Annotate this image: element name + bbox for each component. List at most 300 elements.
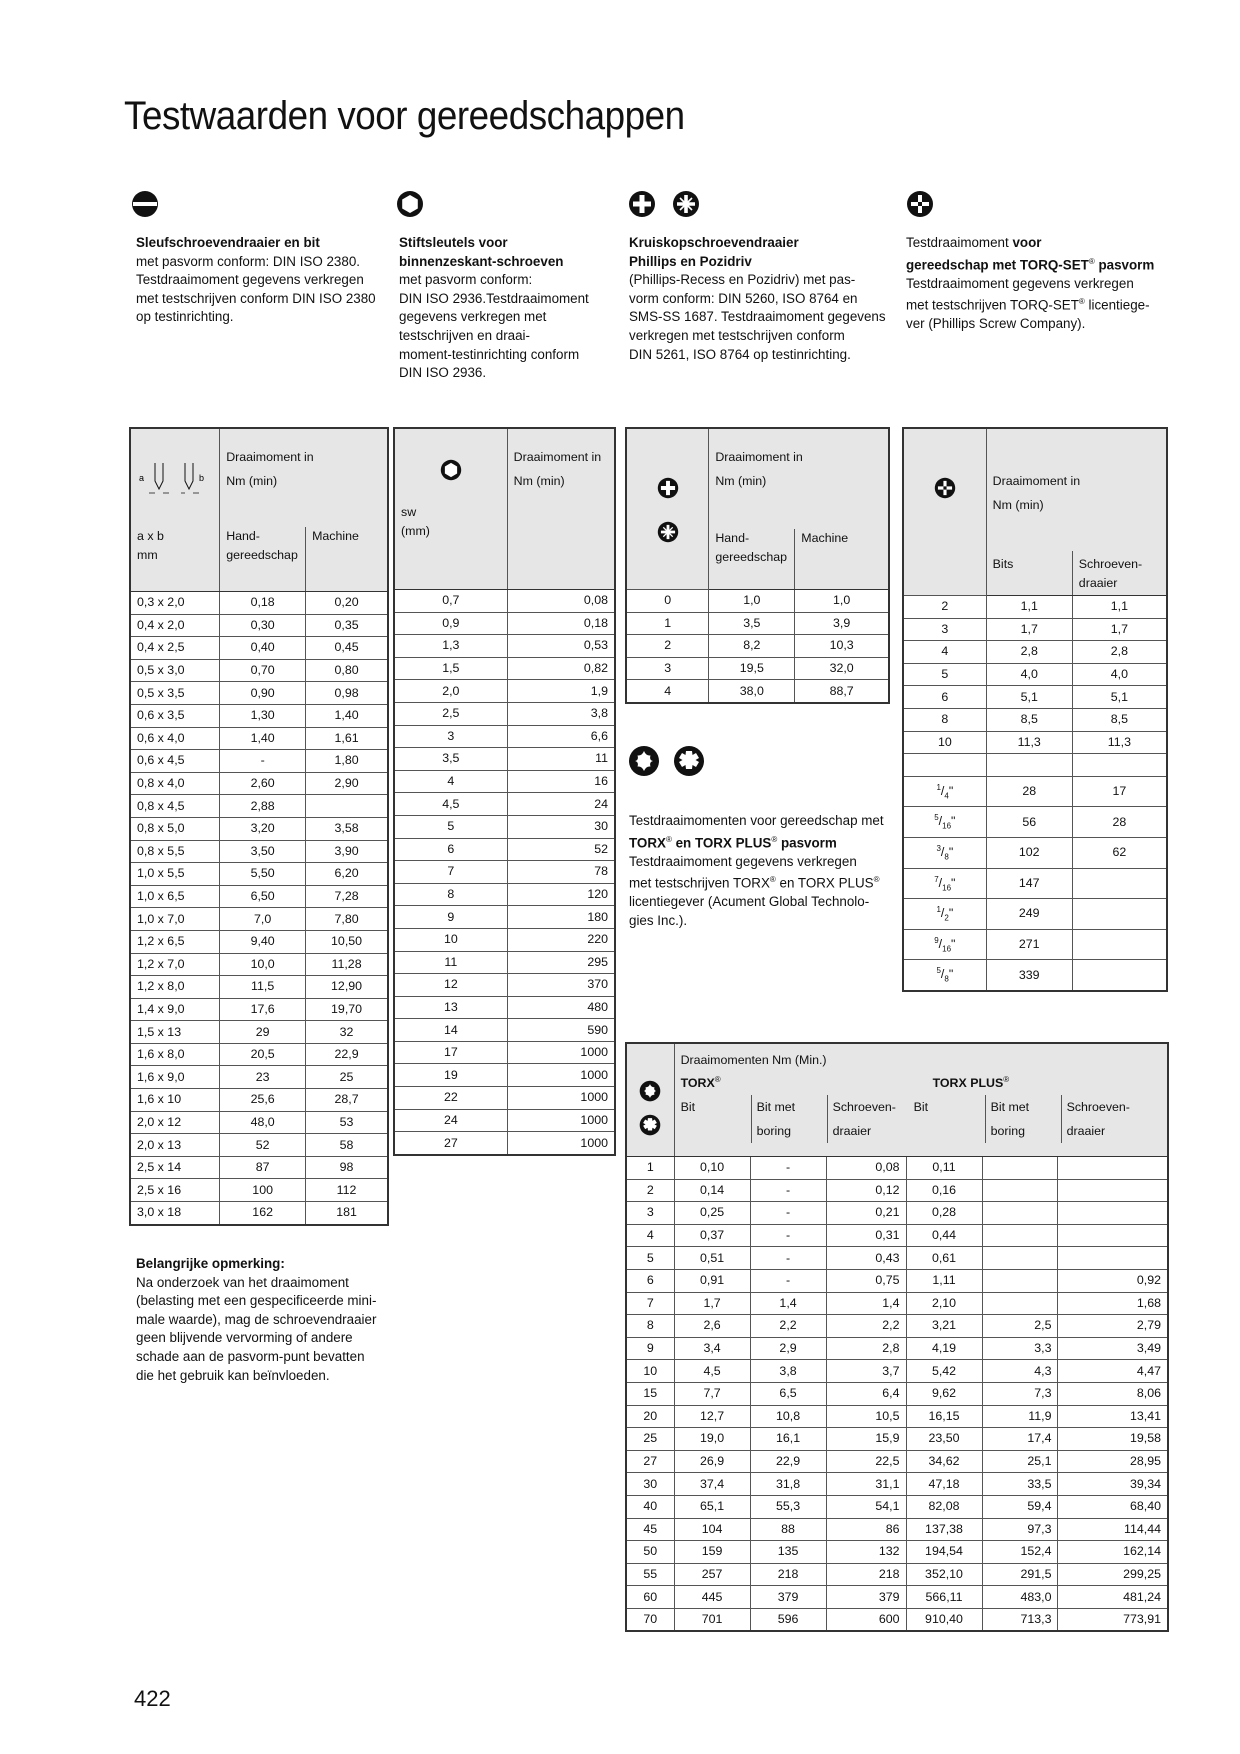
sw-cell: 4 <box>394 770 507 793</box>
table-row <box>394 1087 615 1110</box>
table-row <box>130 592 388 615</box>
intro-line: DIN 5261, ISO 8764 op testinrichting. <box>629 346 851 362</box>
torx-bit-boring-cell: - <box>750 1202 826 1225</box>
size-cell: 0 <box>626 590 709 613</box>
torxplus-bit-boring-cell: 33,5 <box>982 1473 1058 1496</box>
hand-cell: 29 <box>220 1021 306 1044</box>
intro-line: vorm conform: DIN 5260, ISO 8764 en <box>629 290 858 306</box>
header-torque: Draaimoment in <box>226 450 314 464</box>
intro-line: testschrijven en draai- <box>399 327 530 343</box>
table-row <box>626 1473 1168 1496</box>
size-cell: 10 <box>903 731 986 754</box>
size-cell: 70 <box>626 1608 674 1631</box>
hand-cell: 17,6 <box>220 998 306 1021</box>
torx-screwdriver-cell: 0,08 <box>826 1157 906 1180</box>
size-cell: 5 <box>903 663 986 686</box>
table-row <box>626 1518 1168 1541</box>
intro-bold: voor <box>1012 235 1042 250</box>
torxplus-bit-cell: 34,62 <box>906 1450 982 1473</box>
intro-line: met testschrijven conform DIN ISO 2380 <box>136 290 376 306</box>
torxplus-bit-boring-cell <box>982 1157 1058 1180</box>
intro-bold: pasvorm <box>777 835 837 851</box>
torque-cell: 1,9 <box>507 680 615 703</box>
table-row <box>130 908 388 931</box>
hand-cell: 3,5 <box>709 612 795 635</box>
header-torx-plus: TORX PLUS <box>932 1076 1004 1091</box>
table-row <box>903 868 1167 899</box>
torx-bit-cell: 0,51 <box>674 1247 750 1270</box>
size-cell: 6 <box>626 1269 674 1292</box>
table-row <box>626 1292 1168 1315</box>
table-row <box>626 1382 1168 1405</box>
torx-bit-cell: 159 <box>674 1541 750 1564</box>
sw-cell: 4,5 <box>394 793 507 816</box>
torx-screwdriver-cell: 3,7 <box>826 1360 906 1383</box>
header-mm: (mm) <box>401 524 430 538</box>
table-row <box>903 754 1167 777</box>
sw-cell: 10 <box>394 928 507 951</box>
torqset-header-icon <box>903 428 986 596</box>
torxplus-bit-cell: 47,18 <box>906 1473 982 1496</box>
torxplus-bit-cell: 3,21 <box>906 1315 982 1338</box>
torx-bit-cell: 2,6 <box>674 1315 750 1338</box>
screwdriver-cell: 4,0 <box>1072 663 1167 686</box>
torx-bit-boring-cell: 3,8 <box>750 1360 826 1383</box>
table-row <box>903 837 1167 868</box>
torx-bit-boring-cell: 10,8 <box>750 1405 826 1428</box>
torx-bit-boring-cell: 596 <box>750 1608 826 1631</box>
table-row <box>394 928 615 951</box>
machine-cell: 3,90 <box>306 840 388 863</box>
torxplus-screwdriver-cell <box>1058 1202 1168 1225</box>
sw-cell: 6 <box>394 838 507 861</box>
intro-line: Testdraaimomenten voor gereedschap met <box>629 813 884 828</box>
screwdriver-cell: 2,8 <box>1072 641 1167 664</box>
sw-cell: 1,5 <box>394 657 507 680</box>
intro-bold: gereedschap met TORQ-SET <box>906 257 1089 273</box>
table-row <box>394 996 615 1019</box>
size-cell: 1,0 x 7,0 <box>130 908 220 931</box>
torx-bit-cell: 0,10 <box>674 1157 750 1180</box>
screwdriver-cell: 8,5 <box>1072 708 1167 731</box>
bits-cell: 147 <box>986 868 1072 899</box>
sw-cell: 14 <box>394 1019 507 1042</box>
torque-cell: 52 <box>507 838 615 861</box>
bits-cell: 1,7 <box>986 618 1072 641</box>
torque-cell: 180 <box>507 906 615 929</box>
table-row <box>130 795 388 818</box>
torxplus-bit-boring-cell: 291,5 <box>982 1563 1058 1586</box>
size-cell: 3 <box>626 1202 674 1225</box>
torxplus-bit-cell: 2,10 <box>906 1292 982 1315</box>
sw-cell: 0,7 <box>394 590 507 613</box>
torxplus-bit-cell: 0,61 <box>906 1247 982 1270</box>
table-row <box>394 657 615 680</box>
torx-screwdriver-cell: 15,9 <box>826 1428 906 1451</box>
torxplus-screwdriver-cell <box>1058 1224 1168 1247</box>
torxplus-bit-cell: 0,28 <box>906 1202 982 1225</box>
intro-line: Testdraaimoment gegevens verkregen <box>906 275 1134 291</box>
torx-bit-boring-cell: - <box>750 1247 826 1270</box>
hand-cell: 0,18 <box>220 592 306 615</box>
header-screwdriver: Schroeven- <box>1066 1100 1130 1115</box>
hand-cell: 38,0 <box>709 680 795 703</box>
torx-bit-boring-cell: 6,5 <box>750 1382 826 1405</box>
sw-cell: 0,9 <box>394 612 507 635</box>
torx-screwdriver-cell: 132 <box>826 1541 906 1564</box>
torxplus-screwdriver-cell: 28,95 <box>1058 1450 1168 1473</box>
table-row <box>626 1224 1168 1247</box>
size-cell: 0,6 x 4,0 <box>130 727 220 750</box>
size-cell: 0,5 x 3,5 <box>130 682 220 705</box>
table-row <box>394 748 615 771</box>
important-note <box>136 1255 406 1385</box>
size-cell: 4 <box>626 1224 674 1247</box>
header-hand: gereedschap <box>715 550 787 564</box>
torq-set-icon <box>906 190 934 223</box>
torx-bit-cell: 7,7 <box>674 1382 750 1405</box>
torxplus-bit-boring-cell: 17,4 <box>982 1428 1058 1451</box>
header-screwdriver: draaier <box>832 1124 872 1139</box>
torque-cell: 220 <box>507 928 615 951</box>
torxplus-screwdriver-cell: 162,14 <box>1058 1541 1168 1564</box>
size-cell: 8 <box>903 708 986 731</box>
bits-cell: 339 <box>986 960 1072 991</box>
note-line: schade aan de pasvorm-punt bevatten <box>136 1348 365 1364</box>
torque-cell: 1000 <box>507 1132 615 1155</box>
size-cell: 6 <box>903 686 986 709</box>
size-cell: 1,0 x 5,5 <box>130 863 220 886</box>
table-row <box>130 976 388 999</box>
table-row <box>394 770 615 793</box>
machine-cell: 0,20 <box>306 592 388 615</box>
intro-line: Testdraaimoment gegevens verkregen <box>136 272 364 288</box>
header-machine: Machine <box>801 531 849 545</box>
torx-bit-cell: 19,0 <box>674 1428 750 1451</box>
sw-cell: 24 <box>394 1109 507 1132</box>
torque-cell: 120 <box>507 883 615 906</box>
table-row <box>130 772 388 795</box>
table-row <box>130 953 388 976</box>
sw-cell: 27 <box>394 1132 507 1155</box>
size-cell: 2,0 x 13 <box>130 1134 220 1157</box>
size-cell: 8 <box>626 1315 674 1338</box>
torque-cell: 480 <box>507 996 615 1019</box>
torxplus-bit-cell: 5,42 <box>906 1360 982 1383</box>
table-row <box>903 929 1167 960</box>
bits-cell: 4,0 <box>986 663 1072 686</box>
torxplus-screwdriver-cell: 2,79 <box>1058 1315 1168 1338</box>
torx-screwdriver-cell: 600 <box>826 1608 906 1631</box>
sw-cell: 2,5 <box>394 702 507 725</box>
torxplus-bit-boring-cell: 4,3 <box>982 1360 1058 1383</box>
sw-cell: 11 <box>394 951 507 974</box>
note-line: die het gebruik kan beïnvloeden. <box>136 1367 330 1383</box>
torx-bit-boring-cell: 88 <box>750 1518 826 1541</box>
intro-torq <box>906 234 1186 334</box>
size-cell: 50 <box>626 1541 674 1564</box>
header-axb: a x b <box>137 529 164 543</box>
torxplus-bit-boring-cell: 25,1 <box>982 1450 1058 1473</box>
table-row <box>626 1405 1168 1428</box>
hand-cell: 8,2 <box>709 635 795 658</box>
hand-cell: - <box>220 750 306 773</box>
torx-header-torque <box>675 1044 1167 1070</box>
torxplus-bit-boring-cell <box>982 1247 1058 1270</box>
size-cell: 1,2 x 8,0 <box>130 976 220 999</box>
size-cell: 2,0 x 12 <box>130 1111 220 1134</box>
table-row <box>394 951 615 974</box>
hex-socket-icon <box>401 459 501 489</box>
size-cell: 40 <box>626 1495 674 1518</box>
machine-cell <box>306 795 388 818</box>
screwdriver-cell: 62 <box>1072 837 1167 868</box>
header-machine: Machine <box>312 529 359 543</box>
torque-cell: 1000 <box>507 1087 615 1110</box>
machine-cell: 0,80 <box>306 659 388 682</box>
header-hand: gereedschap <box>226 548 298 562</box>
bits-cell: 8,5 <box>986 708 1072 731</box>
table-row <box>394 815 615 838</box>
sw-cell: 3 <box>394 725 507 748</box>
intro-line: DIN ISO 2936. <box>399 365 487 381</box>
table-row <box>626 1247 1168 1270</box>
hand-cell: 0,30 <box>220 614 306 637</box>
table-row <box>626 1586 1168 1609</box>
torxplus-bit-cell: 137,38 <box>906 1518 982 1541</box>
table-row <box>394 1109 615 1132</box>
table-row <box>394 838 615 861</box>
table-row <box>626 1179 1168 1202</box>
intro-line: verkregen met testschrijven conform <box>629 327 845 343</box>
torx-screwdriver-cell: 10,5 <box>826 1405 906 1428</box>
torxplus-bit-boring-cell: 2,5 <box>982 1315 1058 1338</box>
size-cell: 4 <box>626 680 709 703</box>
screwdriver-cell <box>1072 929 1167 960</box>
torxplus-screwdriver-cell: 13,41 <box>1058 1405 1168 1428</box>
table-row <box>394 861 615 884</box>
table-row <box>394 590 615 613</box>
torx-bit-cell: 1,7 <box>674 1292 750 1315</box>
registered-mark: ® <box>873 875 880 885</box>
torxplus-screwdriver-cell <box>1058 1157 1168 1180</box>
machine-cell: 19,70 <box>306 998 388 1021</box>
table-row <box>626 612 889 635</box>
torx-bit-cell: 0,14 <box>674 1179 750 1202</box>
size-cell: 0,6 x 3,5 <box>130 704 220 727</box>
svg-text:b: b <box>199 473 205 483</box>
table-row <box>130 659 388 682</box>
machine-cell: 7,80 <box>306 908 388 931</box>
table-row <box>130 704 388 727</box>
size-cell: 1,6 x 10 <box>130 1089 220 1112</box>
torx-screwdriver-cell: 379 <box>826 1586 906 1609</box>
size-cell: 0,4 x 2,5 <box>130 637 220 660</box>
torxplus-bit-boring-cell: 7,3 <box>982 1382 1058 1405</box>
intro-bold: en TORX PLUS <box>671 835 772 851</box>
torx-bit-boring-cell: 22,9 <box>750 1450 826 1473</box>
torque-cell: 1000 <box>507 1064 615 1087</box>
torxplus-bit-cell: 0,11 <box>906 1157 982 1180</box>
note-line: male waarde), mag de schroevendraaier <box>136 1311 377 1327</box>
table-row <box>394 680 615 703</box>
hand-cell: 100 <box>220 1179 306 1202</box>
table-row <box>394 883 615 906</box>
screwdriver-cell <box>1072 960 1167 991</box>
bits-cell: 28 <box>986 776 1072 807</box>
phillips-cross-icon <box>633 477 702 507</box>
intro-torx <box>629 812 919 931</box>
page-number: 422 <box>134 1686 171 1711</box>
header-unit: Nm (min) <box>992 498 1044 512</box>
bits-cell: 2,8 <box>986 641 1072 664</box>
table-row <box>626 1315 1168 1338</box>
table-row <box>394 1064 615 1087</box>
torxplus-bit-cell: 23,50 <box>906 1428 982 1451</box>
machine-cell: 11,28 <box>306 953 388 976</box>
hex-socket-icon <box>396 190 424 223</box>
torx-screwdriver-cell: 6,4 <box>826 1382 906 1405</box>
size-cell: 1,6 x 8,0 <box>130 1043 220 1066</box>
table-row <box>626 1450 1168 1473</box>
hand-cell: 25,6 <box>220 1089 306 1112</box>
torx-screwdriver-cell: 218 <box>826 1563 906 1586</box>
machine-cell: 12,90 <box>306 976 388 999</box>
table-row <box>394 793 615 816</box>
hand-cell: 20,5 <box>220 1043 306 1066</box>
size-fraction-cell: $^1/_4$" <box>903 776 986 807</box>
machine-cell: 32 <box>306 1021 388 1044</box>
table-row <box>626 1495 1168 1518</box>
torx-screwdriver-cell: 22,5 <box>826 1450 906 1473</box>
header-hand: Hand- <box>715 531 750 545</box>
sw-cell: 5 <box>394 815 507 838</box>
bits-cell <box>986 754 1072 777</box>
header-screwdriver: Schroeven- <box>832 1100 896 1115</box>
header-torx: TORX <box>680 1076 715 1091</box>
table-row <box>130 817 388 840</box>
machine-cell: 25 <box>306 1066 388 1089</box>
machine-cell: 1,0 <box>795 590 889 613</box>
sw-cell: 2,0 <box>394 680 507 703</box>
torx-plus-icon <box>673 745 705 782</box>
header-screwdriver: Schroeven- <box>1078 557 1143 571</box>
machine-cell: 0,35 <box>306 614 388 637</box>
torxplus-bit-cell: 4,19 <box>906 1337 982 1360</box>
intro-bold: TORX <box>629 835 666 851</box>
hex-header-left <box>394 428 507 590</box>
torxplus-bit-boring-cell: 59,4 <box>982 1495 1058 1518</box>
note-line: geen blijvende vervorming of andere <box>136 1330 353 1346</box>
intro-line: en TORX PLUS <box>775 875 874 891</box>
torxplus-bit-boring-cell: 11,9 <box>982 1405 1058 1428</box>
header-torque: Draaimomenten Nm (Min.) <box>680 1053 827 1067</box>
hand-cell: 2,88 <box>220 795 306 818</box>
intro-line: (Phillips-Recess en Pozidriv) met pas- <box>629 272 856 288</box>
size-cell: 0,4 x 2,0 <box>130 614 220 637</box>
torx-bit-cell: 4,5 <box>674 1360 750 1383</box>
header-bit: Bit <box>913 1100 929 1115</box>
torx-bit-boring-cell: - <box>750 1224 826 1247</box>
size-cell: 3 <box>626 657 709 680</box>
machine-cell: 181 <box>306 1202 388 1225</box>
torxplus-screwdriver-cell: 39,34 <box>1058 1473 1168 1496</box>
header-unit: Nm (min) <box>226 474 278 488</box>
bits-cell: 1,1 <box>986 596 1072 619</box>
torqset-torque-table <box>902 427 1168 992</box>
torq-set-icon <box>910 477 980 507</box>
intro-bold: pasvorm <box>1094 257 1155 273</box>
hand-cell: 7,0 <box>220 908 306 931</box>
header-unit: Nm (min) <box>715 474 767 488</box>
torxplus-screwdriver-cell: 19,58 <box>1058 1428 1168 1451</box>
torque-cell: 370 <box>507 974 615 997</box>
torxplus-bit-boring-cell <box>982 1202 1058 1225</box>
machine-cell: 28,7 <box>306 1089 388 1112</box>
torxplus-screwdriver-cell: 299,25 <box>1058 1563 1168 1586</box>
size-cell: 0,8 x 4,5 <box>130 795 220 818</box>
torque-cell: 590 <box>507 1019 615 1042</box>
torque-cell: 78 <box>507 861 615 884</box>
torx-bit-boring-cell: 218 <box>750 1563 826 1586</box>
size-cell: 1,5 x 13 <box>130 1021 220 1044</box>
registered-mark: ® <box>1078 297 1085 307</box>
machine-cell: 10,3 <box>795 635 889 658</box>
intro-hex-heading: binnenzeskant-schroeven <box>399 253 564 269</box>
size-fraction-cell: $^5/_{16}$" <box>903 807 986 838</box>
torxplus-bit-boring-cell <box>982 1292 1058 1315</box>
torx-bit-boring-cell: - <box>750 1269 826 1292</box>
header-bit-boring: Bit met <box>990 1100 1030 1115</box>
machine-cell: 98 <box>306 1156 388 1179</box>
size-cell: 5 <box>626 1247 674 1270</box>
torx-screwdriver-cell: 2,2 <box>826 1315 906 1338</box>
torx-bit-cell: 3,4 <box>674 1337 750 1360</box>
table-row <box>626 635 889 658</box>
size-cell: 4 <box>903 641 986 664</box>
size-cell: 0,5 x 3,0 <box>130 659 220 682</box>
table-row <box>626 657 889 680</box>
hand-cell: 5,50 <box>220 863 306 886</box>
hand-cell: 1,30 <box>220 704 306 727</box>
machine-cell: 3,9 <box>795 612 889 635</box>
torque-cell: 16 <box>507 770 615 793</box>
table-row <box>130 614 388 637</box>
torx-bit-cell: 104 <box>674 1518 750 1541</box>
table-row <box>626 1337 1168 1360</box>
torxplus-bit-boring-cell: 97,3 <box>982 1518 1058 1541</box>
torx-bit-boring-cell: 2,9 <box>750 1337 826 1360</box>
header-bit: Bit <box>680 1100 696 1115</box>
table-row <box>903 618 1167 641</box>
intro-line: Testdraaimoment gegevens verkregen <box>629 853 857 869</box>
header-bit-boring: boring <box>756 1124 792 1139</box>
torx-bit-boring-cell: 135 <box>750 1541 826 1564</box>
torxplus-bit-cell: 0,16 <box>906 1179 982 1202</box>
torx-screwdriver-cell: 0,31 <box>826 1224 906 1247</box>
torx-screwdriver-cell: 0,21 <box>826 1202 906 1225</box>
torxplus-screwdriver-cell: 1,68 <box>1058 1292 1168 1315</box>
screwdriver-cell <box>1072 868 1167 899</box>
torx-bit-boring-cell: - <box>750 1179 826 1202</box>
sw-cell: 22 <box>394 1087 507 1110</box>
table-row <box>130 1089 388 1112</box>
machine-cell: 32,0 <box>795 657 889 680</box>
size-cell: 10 <box>626 1360 674 1383</box>
intro-line: gies Inc.). <box>629 912 688 928</box>
table-row <box>130 840 388 863</box>
table-row <box>903 708 1167 731</box>
